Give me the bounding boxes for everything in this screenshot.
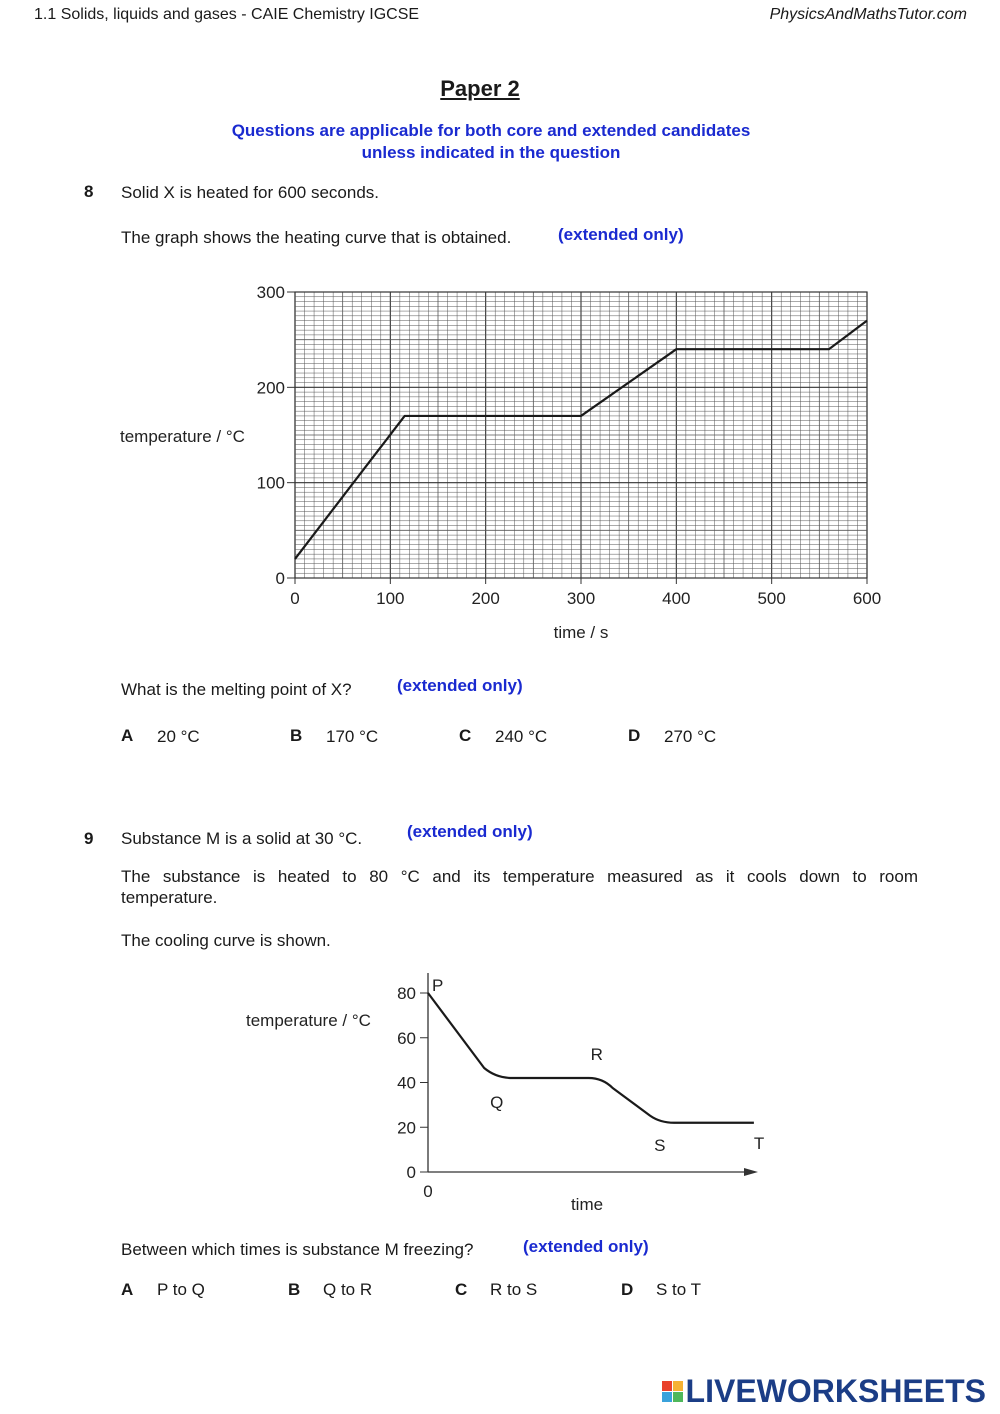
q8-option-c-letter: C — [459, 726, 472, 745]
q9-option-d-letter: D — [621, 1280, 634, 1299]
candidates-note-line1: Questions are applicable for both core and extended candidates — [231, 121, 751, 140]
question-9-paragraph-line2: temperature. — [121, 888, 218, 907]
question-9-number: 9 — [84, 829, 94, 848]
q8-option-a[interactable]: 20 °C — [157, 727, 200, 746]
logo-block-3 — [662, 1392, 672, 1402]
candidates-note-line2: unless indicated in the question — [361, 143, 621, 162]
liveworksheets-logo[interactable] — [662, 1373, 986, 1410]
cooling-curve-axes — [428, 973, 758, 1176]
q8-option-d[interactable]: 270 °C — [664, 727, 717, 746]
point-label-q: Q — [490, 1093, 504, 1113]
question-8-number: 8 — [84, 182, 94, 201]
logo-block-2 — [673, 1381, 683, 1391]
q9-option-c-letter: C — [455, 1280, 468, 1299]
heating-curve-ylabel: temperature / °C — [120, 427, 245, 446]
y-tick-label: 20 — [397, 1118, 416, 1138]
question-9-line1: Substance M is a solid at 30 °C. — [121, 829, 363, 848]
heating-curve-xlabel: time / s — [553, 623, 609, 642]
heating-curve-grid — [295, 292, 867, 578]
logo-block-1 — [662, 1381, 672, 1391]
y-tick-label: 200 — [256, 378, 285, 398]
y-tick-label: 40 — [397, 1073, 416, 1093]
cooling-curve-chart — [0, 965, 1000, 1220]
x-tick-label: 300 — [566, 589, 596, 608]
q8-option-a-letter: A — [121, 726, 134, 745]
y-tick-label: 80 — [397, 984, 416, 1003]
q9-option-c[interactable]: R to S — [490, 1280, 538, 1299]
y-tick-label: 100 — [256, 473, 285, 493]
q9-option-b-letter: B — [288, 1280, 301, 1299]
question-9-prompt: Between which times is substance M freezing? — [121, 1240, 474, 1259]
question-8-extended-tag: (extended only) — [558, 225, 684, 244]
question-8-prompt-extended-tag: (extended only) — [397, 676, 523, 695]
heating-curve-chart — [0, 270, 1000, 655]
q9-option-b[interactable]: Q to R — [323, 1280, 373, 1299]
header-left-text: 1.1 Solids, liquids and gases - CAIE Chemistry IGCSE — [34, 6, 420, 23]
q9-option-d[interactable]: S to T — [656, 1280, 702, 1299]
x-tick-label: 400 — [662, 589, 691, 608]
x-tick-label: 200 — [471, 589, 500, 608]
question-8-line1: Solid X is heated for 600 seconds. — [121, 183, 379, 202]
x-tick-label: 600 — [852, 589, 882, 608]
liveworksheets-logo-icon — [662, 1381, 683, 1402]
question-9-paragraph-line1: The substance is heated to 80 °C and its temperature measured as it cools down to room — [121, 867, 918, 886]
liveworksheets-logo-text: LIVEWORKSHEETS — [685, 1373, 986, 1409]
q9-option-a-letter: A — [121, 1280, 134, 1299]
x-tick-label: 0 — [423, 1182, 433, 1201]
logo-block-4 — [673, 1392, 683, 1402]
page-title: Paper 2 — [440, 76, 520, 101]
candidates-note — [0, 120, 982, 164]
q8-option-d-letter: D — [628, 726, 641, 745]
x-tick-label: 0 — [290, 589, 300, 608]
question-9-prompt-extended-tag: (extended only) — [523, 1237, 649, 1256]
question-9-extended-tag: (extended only) — [407, 822, 533, 841]
y-tick-label: 60 — [397, 1028, 416, 1048]
y-tick-label: 0 — [406, 1163, 416, 1182]
question-9-line3: The cooling curve is shown. — [121, 931, 331, 950]
point-label-r: R — [590, 1045, 603, 1065]
y-tick-label: 0 — [275, 569, 285, 588]
header-right-text: PhysicsAndMathsTutor.com — [769, 6, 967, 23]
x-axis-arrowhead — [744, 1168, 758, 1176]
q8-option-c[interactable]: 240 °C — [495, 727, 548, 746]
x-tick-label: 100 — [376, 589, 405, 608]
cooling-curve-ylabel: temperature / °C — [246, 1011, 371, 1030]
question-8-prompt: What is the melting point of X? — [121, 680, 352, 699]
q8-option-b[interactable]: 170 °C — [326, 727, 379, 746]
x-tick-label: 500 — [757, 589, 786, 608]
question-8-line2: The graph shows the heating curve that is obtained. — [121, 228, 512, 247]
point-label-s: S — [654, 1135, 666, 1155]
point-label-t: T — [753, 1133, 765, 1153]
cooling-curve-xlabel: time — [570, 1195, 604, 1214]
y-tick-label: 300 — [256, 283, 285, 302]
q8-option-b-letter: B — [290, 726, 303, 745]
q9-option-a[interactable]: P to Q — [157, 1280, 205, 1299]
point-label-p: P — [432, 976, 444, 995]
